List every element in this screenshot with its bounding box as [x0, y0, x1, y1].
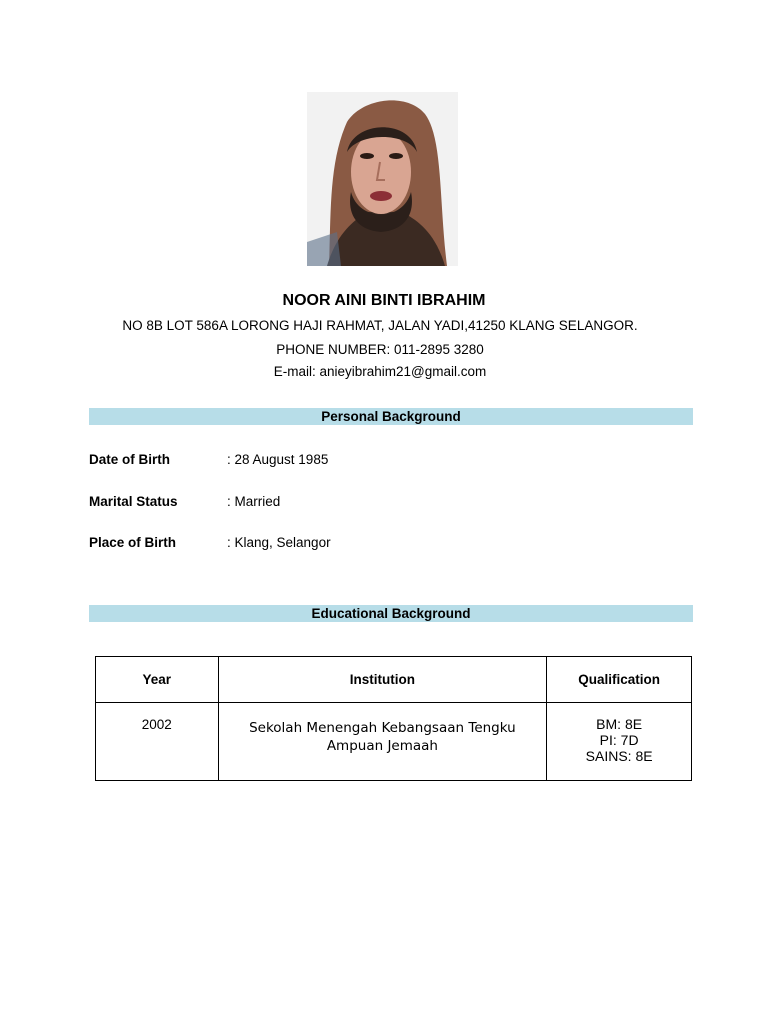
- cell-year: [96, 703, 219, 781]
- table-row: [96, 703, 692, 781]
- cell-qualification: [547, 703, 692, 781]
- email-address: E-mail: anieyibrahim21@gmail.com: [273, 364, 487, 379]
- table-header-row: [96, 657, 692, 703]
- year-text: 2002: [141, 717, 172, 732]
- label-date-of-birth: Date of Birth: [89, 452, 170, 467]
- applicant-name: NOOR AINI BINTI IBRAHIM: [282, 292, 486, 309]
- profile-photo: [307, 92, 458, 266]
- qualification-item: PI: 7D: [599, 732, 639, 748]
- qualification-list: [553, 703, 685, 764]
- section-header-education: Educational Background: [89, 605, 693, 622]
- phone-number: PHONE NUMBER: 011-2895 3280: [276, 342, 484, 357]
- label-place-of-birth: Place of Birth: [89, 535, 177, 550]
- header-qualification: Qualification: [547, 657, 692, 703]
- value-place-of-birth: : Klang, Selangor: [227, 535, 331, 550]
- address-line: NO 8B LOT 586A LORONG HAJI RAHMAT, JALAN YADI,41250 KLANG SELANGOR.: [122, 318, 638, 333]
- institution-text: Sekolah Menengah Kebangsaan Tengku Ampuan Jemaah: [249, 720, 516, 754]
- education-table: [95, 656, 692, 781]
- value-date-of-birth: : 28 August 1985: [227, 452, 329, 467]
- header-institution: Institution: [218, 657, 547, 703]
- header-year: Year: [96, 657, 219, 703]
- value-marital-status: : Married: [227, 494, 281, 509]
- label-marital-status: Marital Status: [89, 494, 178, 509]
- qualification-item: SAINS: 8E: [585, 748, 653, 764]
- qualification-item: BM: 8E: [596, 716, 643, 732]
- cell-institution: [218, 703, 547, 781]
- section-header-personal: Personal Background: [89, 408, 693, 425]
